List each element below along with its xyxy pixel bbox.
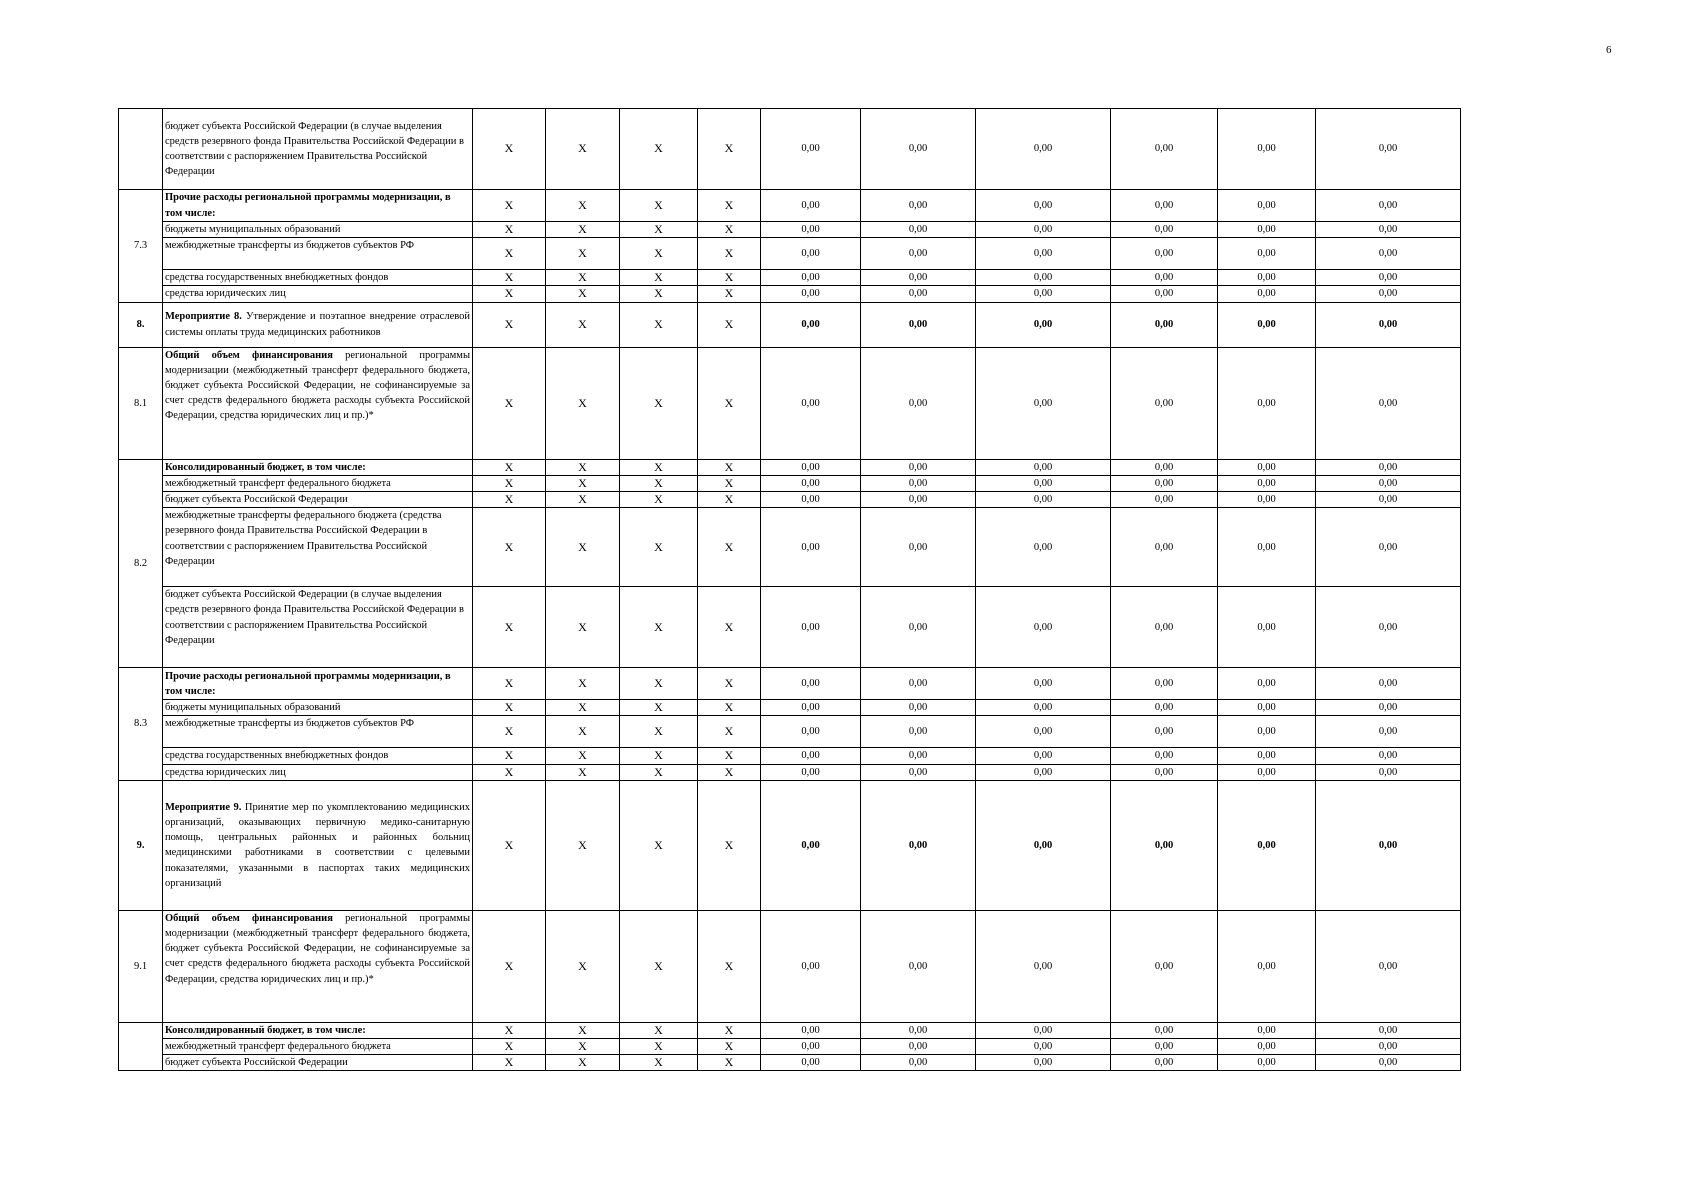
row-description (163, 780, 473, 910)
cell-value: 0,00 (976, 1022, 1111, 1038)
cell-value: 0,00 (761, 475, 861, 491)
cell-value: 0,00 (1316, 587, 1461, 668)
row-description: бюджет субъекта Российской Федерации (163, 492, 473, 508)
cell-value: 0,00 (1218, 286, 1316, 302)
table-row (119, 190, 1461, 222)
cell-x: X (546, 270, 620, 286)
cell-x: X (546, 780, 620, 910)
cell-x: X (546, 1055, 620, 1071)
cell-x: X (698, 109, 761, 190)
cell-value: 0,00 (1111, 780, 1218, 910)
row-description: средства государственных внебюджетных фондов (163, 748, 473, 764)
cell-value: 0,00 (1111, 910, 1218, 1022)
cell-x: X (473, 459, 546, 475)
cell-value: 0,00 (861, 302, 976, 347)
row-description: Консолидированный бюджет, в том числе: (163, 459, 473, 475)
cell-value: 0,00 (1316, 668, 1461, 700)
cell-value: 0,00 (976, 459, 1111, 475)
cell-value: 0,00 (761, 764, 861, 780)
cell-x: X (698, 748, 761, 764)
cell-value: 0,00 (861, 222, 976, 238)
cell-value: 0,00 (976, 716, 1111, 748)
cell-value: 0,00 (861, 910, 976, 1022)
row-description: средства государственных внебюджетных фондов (163, 270, 473, 286)
cell-value: 0,00 (1316, 302, 1461, 347)
cell-value: 0,00 (976, 780, 1111, 910)
cell-value: 0,00 (1316, 238, 1461, 270)
cell-value: 0,00 (1218, 1022, 1316, 1038)
cell-value: 0,00 (1111, 109, 1218, 190)
row-description: средства юридических лиц (163, 286, 473, 302)
cell-value: 0,00 (1111, 700, 1218, 716)
cell-x: X (473, 1055, 546, 1071)
cell-value: 0,00 (976, 270, 1111, 286)
cell-x: X (546, 109, 620, 190)
cell-value: 0,00 (861, 347, 976, 459)
cell-x: X (546, 764, 620, 780)
row-description: межбюджетные трансферты из бюджетов субъектов РФ (163, 238, 473, 270)
cell-x: X (546, 347, 620, 459)
row-number: 9.1 (119, 910, 163, 1022)
cell-value: 0,00 (976, 475, 1111, 491)
cell-value: 0,00 (1218, 700, 1316, 716)
cell-x: X (698, 508, 761, 587)
cell-x: X (473, 716, 546, 748)
cell-value: 0,00 (1316, 190, 1461, 222)
cell-value: 0,00 (976, 764, 1111, 780)
cell-x: X (546, 668, 620, 700)
table-row (119, 475, 1461, 491)
cell-value: 0,00 (1111, 508, 1218, 587)
cell-value: 0,00 (1218, 302, 1316, 347)
row-description: межбюджетные трансферты федерального бюджета (средства резервного фонда Правительства Российской Федерации в соответствии с распоряжением Правительства Российской Федерации (163, 508, 473, 587)
cell-value: 0,00 (976, 910, 1111, 1022)
row-number: 8.1 (119, 347, 163, 459)
cell-value: 0,00 (861, 780, 976, 910)
cell-value: 0,00 (1111, 238, 1218, 270)
cell-value: 0,00 (861, 286, 976, 302)
total-funding-text: региональной программы модернизации (межбюджетный трансферт федерального бюджета, бюджет субъекта Российской Федерации, не софинансируемые за счет средств федерального бюджета расходы субъекта Российской Федерации, средства юридических лиц и пр.)* (165, 912, 470, 985)
total-funding-title: Общий объем финансирования (165, 349, 333, 361)
cell-x: X (473, 222, 546, 238)
cell-value: 0,00 (861, 109, 976, 190)
row-description: Консолидированный бюджет, в том числе: (163, 1022, 473, 1038)
cell-value: 0,00 (1316, 286, 1461, 302)
cell-x: X (473, 700, 546, 716)
cell-value: 0,00 (1218, 587, 1316, 668)
cell-x: X (620, 910, 698, 1022)
cell-value: 0,00 (1111, 302, 1218, 347)
cell-x: X (620, 109, 698, 190)
cell-value: 0,00 (761, 492, 861, 508)
row-description: Прочие расходы региональной программы модернизации, в том числе: (163, 668, 473, 700)
row-description: Прочие расходы региональной программы модернизации, в том числе: (163, 190, 473, 222)
cell-x: X (620, 190, 698, 222)
row-number: 8. (119, 302, 163, 347)
row-description: бюджеты муниципальных образований (163, 700, 473, 716)
cell-x: X (698, 910, 761, 1022)
cell-value: 0,00 (761, 748, 861, 764)
cell-value: 0,00 (976, 190, 1111, 222)
cell-x: X (473, 302, 546, 347)
measure-title: Мероприятие 9. (165, 801, 242, 813)
cell-value: 0,00 (1111, 1055, 1218, 1071)
cell-value: 0,00 (976, 1055, 1111, 1071)
cell-x: X (473, 270, 546, 286)
cell-x: X (698, 700, 761, 716)
cell-x: X (620, 780, 698, 910)
cell-x: X (698, 459, 761, 475)
cell-x: X (698, 347, 761, 459)
cell-x: X (698, 1055, 761, 1071)
cell-x: X (546, 700, 620, 716)
row-description: межбюджетные трансферты из бюджетов субъектов РФ (163, 716, 473, 748)
cell-x: X (546, 748, 620, 764)
page-number: 6 (1606, 44, 1612, 56)
cell-value: 0,00 (1218, 270, 1316, 286)
cell-value: 0,00 (976, 286, 1111, 302)
cell-value: 0,00 (861, 459, 976, 475)
cell-value: 0,00 (1111, 748, 1218, 764)
financing-table (118, 108, 1461, 1071)
cell-value: 0,00 (1218, 764, 1316, 780)
table-row (119, 492, 1461, 508)
cell-value: 0,00 (1316, 347, 1461, 459)
cell-value: 0,00 (761, 716, 861, 748)
cell-x: X (620, 238, 698, 270)
cell-value: 0,00 (1111, 270, 1218, 286)
table-row (119, 286, 1461, 302)
cell-x: X (620, 222, 698, 238)
cell-x: X (546, 910, 620, 1022)
cell-value: 0,00 (861, 238, 976, 270)
cell-x: X (473, 190, 546, 222)
row-number: 7.3 (119, 190, 163, 303)
cell-value: 0,00 (861, 764, 976, 780)
cell-value: 0,00 (861, 716, 976, 748)
measure-title: Мероприятие 8. (165, 311, 242, 323)
table-row (119, 347, 1461, 459)
cell-value: 0,00 (976, 492, 1111, 508)
cell-value: 0,00 (976, 109, 1111, 190)
cell-value: 0,00 (1316, 1022, 1461, 1038)
cell-x: X (473, 780, 546, 910)
cell-value: 0,00 (1218, 780, 1316, 910)
cell-x: X (698, 475, 761, 491)
cell-value: 0,00 (1316, 1055, 1461, 1071)
cell-value: 0,00 (1316, 475, 1461, 491)
cell-value: 0,00 (1316, 700, 1461, 716)
cell-value: 0,00 (1111, 587, 1218, 668)
row-number: 8.3 (119, 668, 163, 781)
row-number (119, 1022, 163, 1071)
table-row (119, 668, 1461, 700)
cell-value: 0,00 (1316, 780, 1461, 910)
cell-x: X (620, 475, 698, 491)
cell-x: X (546, 587, 620, 668)
cell-value: 0,00 (976, 508, 1111, 587)
table-row (119, 109, 1461, 190)
cell-x: X (620, 347, 698, 459)
cell-value: 0,00 (1111, 459, 1218, 475)
cell-x: X (620, 508, 698, 587)
cell-value: 0,00 (1111, 222, 1218, 238)
cell-value: 0,00 (1316, 109, 1461, 190)
cell-value: 0,00 (1316, 492, 1461, 508)
cell-x: X (620, 668, 698, 700)
row-description: бюджеты муниципальных образований (163, 222, 473, 238)
cell-value: 0,00 (1111, 1039, 1218, 1055)
table-row (119, 587, 1461, 668)
cell-x: X (620, 302, 698, 347)
cell-value: 0,00 (861, 1022, 976, 1038)
cell-value: 0,00 (1316, 508, 1461, 587)
row-description: средства юридических лиц (163, 764, 473, 780)
cell-value: 0,00 (761, 587, 861, 668)
cell-x: X (698, 222, 761, 238)
cell-x: X (473, 286, 546, 302)
table-row (119, 1022, 1461, 1038)
cell-value: 0,00 (1316, 459, 1461, 475)
cell-x: X (473, 748, 546, 764)
row-description (163, 910, 473, 1022)
cell-x: X (473, 668, 546, 700)
cell-value: 0,00 (1218, 748, 1316, 764)
cell-value: 0,00 (1218, 508, 1316, 587)
cell-x: X (473, 1039, 546, 1055)
cell-value: 0,00 (976, 347, 1111, 459)
cell-value: 0,00 (1218, 238, 1316, 270)
cell-x: X (546, 475, 620, 491)
cell-value: 0,00 (1218, 910, 1316, 1022)
row-description: межбюджетный трансферт федерального бюджета (163, 475, 473, 491)
cell-x: X (546, 1039, 620, 1055)
cell-value: 0,00 (1218, 459, 1316, 475)
cell-x: X (620, 270, 698, 286)
table-row (119, 1039, 1461, 1055)
cell-value: 0,00 (1111, 1022, 1218, 1038)
cell-value: 0,00 (976, 238, 1111, 270)
table-row (119, 910, 1461, 1022)
cell-x: X (698, 587, 761, 668)
cell-value: 0,00 (1316, 716, 1461, 748)
cell-value: 0,00 (761, 190, 861, 222)
cell-x: X (698, 270, 761, 286)
cell-x: X (546, 238, 620, 270)
cell-value: 0,00 (761, 910, 861, 1022)
cell-x: X (698, 1022, 761, 1038)
cell-value: 0,00 (1111, 190, 1218, 222)
cell-value: 0,00 (1316, 764, 1461, 780)
cell-value: 0,00 (976, 748, 1111, 764)
cell-x: X (473, 1022, 546, 1038)
cell-x: X (698, 780, 761, 910)
cell-x: X (620, 1039, 698, 1055)
cell-x: X (698, 764, 761, 780)
cell-value: 0,00 (976, 668, 1111, 700)
cell-x: X (473, 347, 546, 459)
cell-value: 0,00 (1218, 1055, 1316, 1071)
cell-x: X (620, 764, 698, 780)
measure-text: Утверждение и поэтапное внедрение отраслевой системы оплаты труда медицинских работников (165, 311, 470, 338)
cell-value: 0,00 (1218, 716, 1316, 748)
row-number: 8.2 (119, 459, 163, 668)
row-description (163, 302, 473, 347)
cell-x: X (473, 910, 546, 1022)
cell-value: 0,00 (761, 459, 861, 475)
table-row (119, 270, 1461, 286)
cell-x: X (473, 238, 546, 270)
cell-x: X (698, 238, 761, 270)
cell-value: 0,00 (761, 238, 861, 270)
cell-x: X (546, 459, 620, 475)
cell-value: 0,00 (861, 748, 976, 764)
cell-value: 0,00 (761, 1055, 861, 1071)
table-row (119, 764, 1461, 780)
cell-x: X (620, 459, 698, 475)
cell-value: 0,00 (861, 668, 976, 700)
cell-value: 0,00 (1111, 668, 1218, 700)
cell-x: X (620, 748, 698, 764)
row-description: межбюджетный трансферт федерального бюджета (163, 1039, 473, 1055)
cell-value: 0,00 (1218, 109, 1316, 190)
row-number (119, 109, 163, 190)
cell-x: X (473, 508, 546, 587)
cell-value: 0,00 (861, 587, 976, 668)
cell-x: X (473, 109, 546, 190)
cell-value: 0,00 (1218, 190, 1316, 222)
cell-value: 0,00 (861, 1055, 976, 1071)
cell-x: X (698, 302, 761, 347)
cell-value: 0,00 (1111, 286, 1218, 302)
cell-value: 0,00 (1111, 475, 1218, 491)
cell-x: X (698, 492, 761, 508)
cell-value: 0,00 (1111, 492, 1218, 508)
cell-value: 0,00 (761, 222, 861, 238)
cell-value: 0,00 (761, 1039, 861, 1055)
table-row (119, 716, 1461, 748)
cell-value: 0,00 (976, 587, 1111, 668)
table-row (119, 780, 1461, 910)
cell-x: X (620, 1055, 698, 1071)
cell-x: X (546, 190, 620, 222)
row-description (163, 347, 473, 459)
cell-value: 0,00 (1316, 910, 1461, 1022)
cell-value: 0,00 (861, 508, 976, 587)
cell-x: X (698, 716, 761, 748)
cell-value: 0,00 (976, 302, 1111, 347)
cell-x: X (620, 286, 698, 302)
cell-value: 0,00 (861, 270, 976, 286)
cell-value: 0,00 (761, 347, 861, 459)
table-row (119, 459, 1461, 475)
cell-x: X (698, 190, 761, 222)
cell-value: 0,00 (976, 222, 1111, 238)
cell-value: 0,00 (1111, 347, 1218, 459)
cell-value: 0,00 (761, 700, 861, 716)
cell-value: 0,00 (761, 780, 861, 910)
cell-value: 0,00 (761, 668, 861, 700)
cell-x: X (620, 700, 698, 716)
measure-text: Принятие мер по укомплектованию медицинских организаций, оказывающих первичную медико-санитарную помощь, центральных районных и районных больниц медицинскими работниками в соответствии с целевыми показателями, указанными в паспортах таких медицинских организаций (165, 801, 470, 889)
table-row (119, 222, 1461, 238)
cell-value: 0,00 (1218, 222, 1316, 238)
cell-value: 0,00 (861, 190, 976, 222)
cell-x: X (473, 475, 546, 491)
cell-x: X (473, 492, 546, 508)
cell-value: 0,00 (761, 1022, 861, 1038)
row-number: 9. (119, 780, 163, 910)
cell-x: X (698, 668, 761, 700)
cell-value: 0,00 (1218, 347, 1316, 459)
cell-x: X (620, 587, 698, 668)
table-row (119, 508, 1461, 587)
cell-value: 0,00 (761, 109, 861, 190)
cell-x: X (473, 587, 546, 668)
cell-value: 0,00 (1218, 475, 1316, 491)
table-row (119, 748, 1461, 764)
cell-x: X (546, 508, 620, 587)
cell-x: X (546, 492, 620, 508)
cell-x: X (546, 286, 620, 302)
table-row (119, 700, 1461, 716)
total-funding-title: Общий объем финансирования (165, 912, 333, 924)
cell-x: X (546, 302, 620, 347)
cell-value: 0,00 (861, 492, 976, 508)
row-description: бюджет субъекта Российской Федерации (163, 1055, 473, 1071)
row-description: бюджет субъекта Российской Федерации (в случае выделения средств резервного фонда Правительства Российской Федерации в соответствии с распоряжением Правительства Российской Федерации (163, 587, 473, 668)
row-description: бюджет субъекта Российской Федерации (в случае выделения средств резервного фонда Правительства Российской Федерации в соответствии с распоряжением Правительства Российской Федерации (163, 109, 473, 190)
cell-x: X (698, 1039, 761, 1055)
cell-value: 0,00 (861, 475, 976, 491)
table-row (119, 1055, 1461, 1071)
cell-value: 0,00 (761, 302, 861, 347)
cell-x: X (620, 492, 698, 508)
cell-value: 0,00 (761, 270, 861, 286)
cell-x: X (546, 716, 620, 748)
cell-value: 0,00 (1316, 222, 1461, 238)
cell-value: 0,00 (861, 700, 976, 716)
table-row (119, 302, 1461, 347)
cell-value: 0,00 (1111, 764, 1218, 780)
cell-value: 0,00 (861, 1039, 976, 1055)
cell-value: 0,00 (1218, 1039, 1316, 1055)
total-funding-text: региональной программы модернизации (межбюджетный трансферт федерального бюджета, бюджет субъекта Российской Федерации, не софинансируемые за счет средств федерального бюджета расходы субъекта Российской Федерации, средства юридических лиц и пр.)* (165, 349, 470, 422)
cell-x: X (620, 1022, 698, 1038)
cell-value: 0,00 (976, 700, 1111, 716)
cell-value: 0,00 (976, 1039, 1111, 1055)
cell-value: 0,00 (761, 286, 861, 302)
cell-x: X (473, 764, 546, 780)
cell-x: X (620, 716, 698, 748)
table-row (119, 238, 1461, 270)
cell-value: 0,00 (761, 508, 861, 587)
cell-value: 0,00 (1316, 270, 1461, 286)
cell-value: 0,00 (1111, 716, 1218, 748)
cell-value: 0,00 (1316, 748, 1461, 764)
cell-value: 0,00 (1316, 1039, 1461, 1055)
cell-x: X (546, 222, 620, 238)
cell-x: X (698, 286, 761, 302)
cell-value: 0,00 (1218, 492, 1316, 508)
cell-value: 0,00 (1218, 668, 1316, 700)
cell-x: X (546, 1022, 620, 1038)
